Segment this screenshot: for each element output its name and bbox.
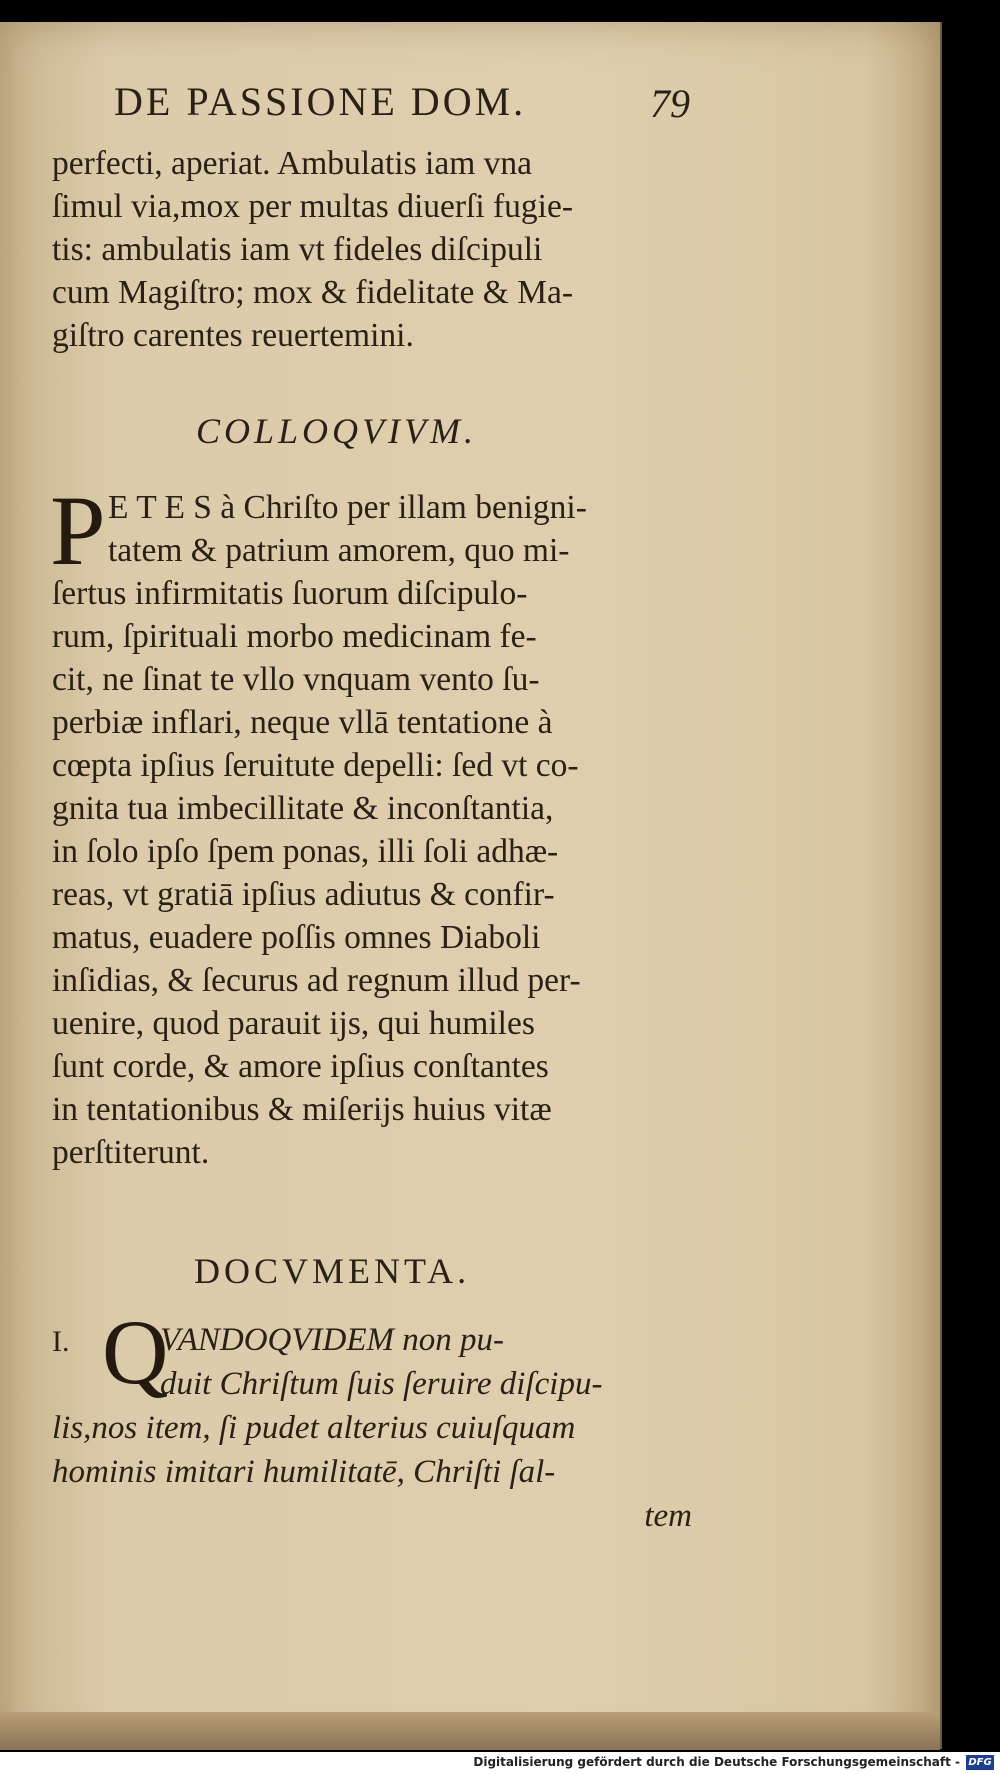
text-line: rum, ſpirituali morbo medicinam fe-: [52, 618, 537, 655]
text-line: uenire, quod parauit ijs, qui humiles: [52, 1005, 535, 1042]
text-line: cit, ne ſinat te vllo vnquam vento ſu-: [52, 661, 540, 698]
text-line: tis: ambulatis iam vt fideles diſcipuli: [52, 231, 543, 268]
section-heading-colloquium: COLLOQVIVM.: [196, 411, 478, 451]
text-line: ſimul via,mox per multas diuerſi fugie-: [52, 188, 574, 225]
text-line: perbiæ inflari, neque vllā tentatione à: [52, 704, 553, 741]
running-head: DE PASSIONE DOM.: [114, 79, 527, 124]
text-line: reas, vt gratiā ipſius adiutus & confir-: [52, 876, 555, 913]
digitization-footer: [0, 1752, 1000, 1774]
page-bottom-edge: [0, 1712, 940, 1750]
catchword: tem: [644, 1498, 692, 1534]
text-line: gnita tua imbecillitate & inconſtantia,: [52, 790, 554, 827]
text-line: in ſolo ipſo ſpem ponas, illi ſoli adhæ-: [52, 833, 559, 870]
page-number: 79: [650, 81, 690, 126]
text-line: ſertus infirmitatis ſuorum diſcipulo-: [52, 575, 528, 612]
text-line: matus, euadere poſſis omnes Diaboli: [52, 919, 541, 956]
paragraph-colloquium: [50, 475, 692, 1174]
text-line: E T E S à Chriſto per illam benigni-: [108, 489, 587, 526]
text-line: cum Magiſtro; mox & fidelitate & Ma-: [52, 274, 574, 311]
text-line: ſunt corde, & amore ipſius conſtantes: [52, 1048, 549, 1085]
text-line: perfecti, aperiat. Ambulatis iam vna: [52, 145, 532, 182]
footer-credit: Digitalisierung gefördert durch die Deutsche Forschungsgemeinschaft -: [473, 1755, 960, 1769]
drop-cap-p: P: [50, 475, 106, 586]
paragraph-1: [52, 142, 692, 357]
text-line: perſtiterunt.: [52, 1134, 210, 1171]
text-line: lis,nos item, ſi pudet alterius cuiuſquam: [52, 1410, 576, 1446]
text-line: hominis imitari humilitatē, Chriſti ſal-: [52, 1454, 556, 1490]
text-line: in tentationibus & miſerijs huius vitæ: [52, 1091, 552, 1128]
item-number: I.: [52, 1325, 70, 1358]
text-line: VANDOQVIDEM non pu-: [160, 1322, 504, 1358]
dfg-logo: DFG: [966, 1755, 994, 1770]
page-header: [110, 78, 690, 128]
documentum-item-1: [52, 1301, 692, 1538]
text-line: tatem & patrium amorem, quo mi-: [108, 532, 570, 569]
text-line: duit Chriſtum ſuis ſeruire diſcipu-: [160, 1366, 603, 1402]
text-line: cœpta ipſius ſeruitute depelli: ſed vt co-: [52, 747, 579, 784]
text-line: inſidias, & ſecurus ad regnum illud per-: [52, 962, 581, 999]
drop-cap-q: Q: [102, 1301, 169, 1403]
text-line: giſtro carentes reuertemini.: [52, 317, 414, 354]
section-heading-documenta: DOCVMENTA.: [194, 1251, 471, 1291]
